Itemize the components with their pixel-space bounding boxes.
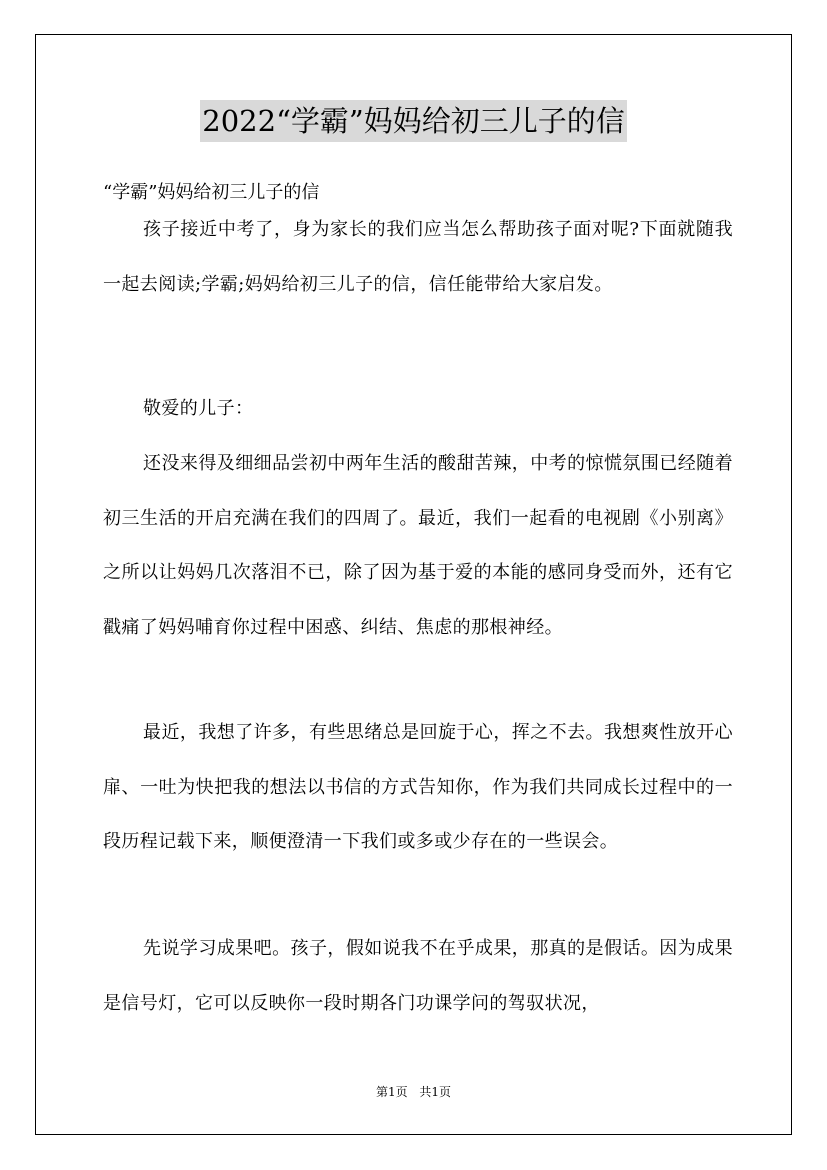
paragraph-salutation: 敬爱的儿子： (143, 398, 254, 419)
document-title: 2022“学霸”妈妈给初三儿子的信 (200, 100, 626, 142)
page-footer (0, 1083, 827, 1101)
page-number: 第1页 (375, 1085, 408, 1099)
page-total: 共1页 (419, 1085, 452, 1099)
document-subtitle: “学霸”妈妈给初三儿子的信 (103, 182, 320, 203)
title-wrap (0, 100, 827, 142)
paragraph-body-2: 最近，我想了许多，有些思绪总是回旋于心，挥之不去。我想爽性放开心扉、一吐为快把我的想法以书信的方式告知你，作为我们共同成长过程中的一段历程记载下来，顺便澄清一下我们或多或少存在的一些误会。 (103, 722, 733, 852)
paragraph-body-1: 还没来得及细细品尝初中两年生活的酸甜苦辣，中考的惊慌氛围已经随着初三生活的开启充满在我们的四周了。最近，我们一起看的电视剧《小别离》之所以让妈妈几次落泪不已，除了因为基于爱的本能的感同身受而外，还有它戳痛了妈妈哺育你过程中困惑、纠结、焦虑的那根神经。 (103, 453, 733, 638)
paragraph-intro: 孩子接近中考了，身为家长的我们应当怎么帮助孩子面对呢?下面就随我一起去阅读;学霸;妈妈给初三儿子的信，信任能带给大家启发。 (103, 219, 733, 295)
paragraph-body-3: 先说学习成果吧。孩子，假如说我不在乎成果，那真的是假话。因为成果是信号灯，它可以反映你一段时期各门功课学问的驾驭状况， (103, 938, 733, 1014)
